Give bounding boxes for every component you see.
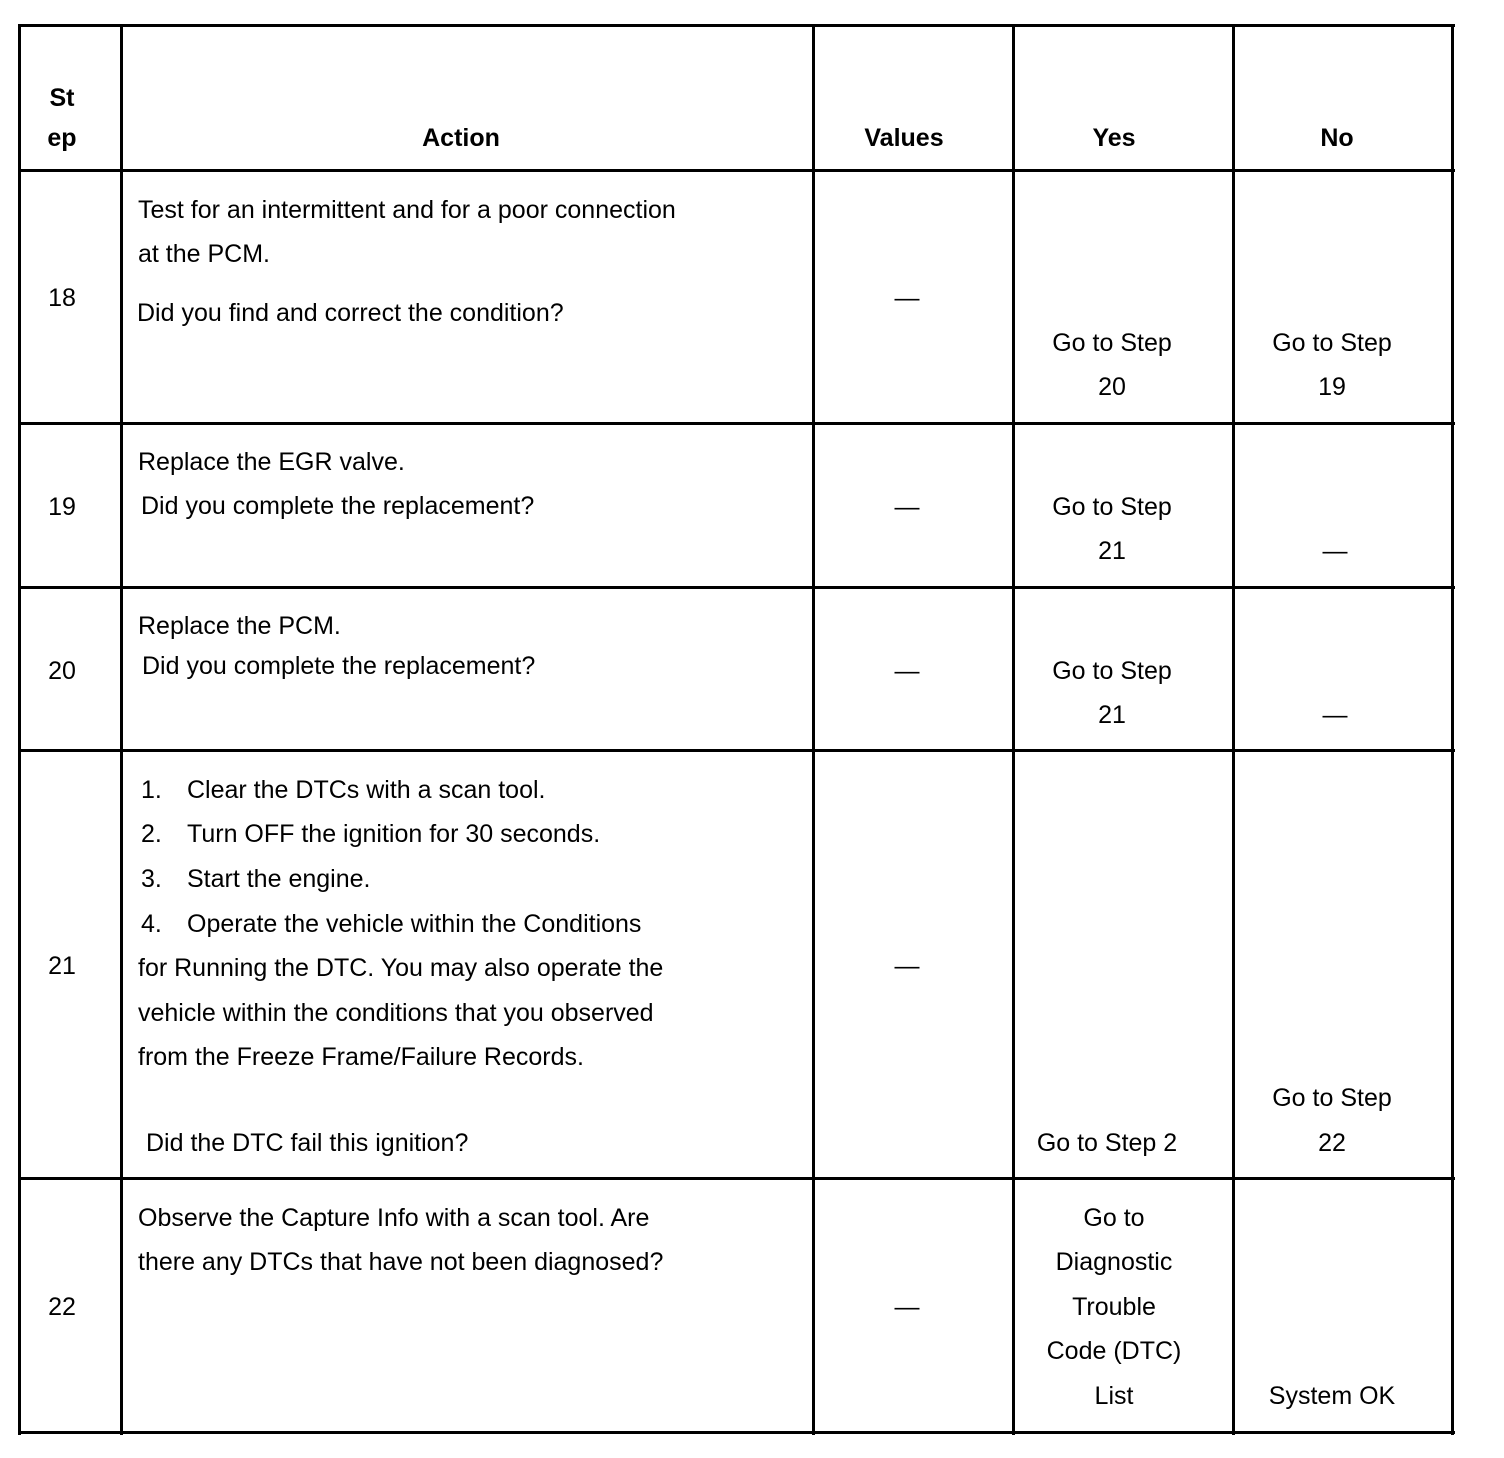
border-right <box>1451 24 1454 1435</box>
list-item: Turn OFF the ignition for 30 seconds. <box>187 820 601 848</box>
divider-action-values <box>812 24 815 1435</box>
list-number: 4. <box>141 910 162 938</box>
divider-values-yes <box>1012 24 1015 1435</box>
step-number: 21 <box>48 952 76 980</box>
no-cell: 19 <box>1318 373 1346 401</box>
yes-cell: 20 <box>1098 373 1126 401</box>
step-number: 19 <box>48 493 76 521</box>
row-divider-21 <box>18 1177 1455 1180</box>
yes-cell: Trouble <box>1072 1293 1156 1321</box>
action-text: for Running the DTC. You may also operate the <box>138 954 664 982</box>
value-cell: — <box>894 284 920 312</box>
step-number: 20 <box>48 657 76 685</box>
no-cell: 22 <box>1318 1129 1346 1157</box>
value-cell: — <box>894 1293 920 1321</box>
action-question: Did you complete the replacement? <box>142 652 536 680</box>
action-text: vehicle within the conditions that you observed <box>138 999 654 1027</box>
no-cell: Go to Step <box>1272 1084 1392 1112</box>
header-action: Action <box>422 124 500 152</box>
value-cell: — <box>894 657 920 685</box>
divider-step-action <box>120 24 123 1435</box>
no-cell: Go to Step <box>1272 329 1392 357</box>
no-cell: — <box>1322 537 1348 565</box>
step-number: 18 <box>48 284 76 312</box>
action-text: there any DTCs that have not been diagnosed? <box>138 1248 664 1276</box>
action-question: Did the DTC fail this ignition? <box>146 1129 469 1157</box>
no-cell: — <box>1322 701 1348 729</box>
list-item: Clear the DTCs with a scan tool. <box>187 776 546 804</box>
border-left <box>18 24 21 1435</box>
yes-cell: Diagnostic <box>1055 1248 1173 1276</box>
yes-cell: Go to Step <box>1052 329 1172 357</box>
header-step-line1: St <box>49 84 75 112</box>
yes-cell: List <box>1094 1382 1134 1410</box>
list-number: 1. <box>141 776 162 804</box>
action-text: Replace the PCM. <box>138 612 341 640</box>
row-divider-18 <box>18 422 1455 425</box>
value-cell: — <box>894 952 920 980</box>
yes-cell: Code (DTC) <box>1046 1337 1182 1365</box>
value-cell: — <box>894 493 920 521</box>
border-top <box>18 24 1455 27</box>
action-text: from the Freeze Frame/Failure Records. <box>138 1043 584 1071</box>
header-values: Values <box>864 124 944 152</box>
action-question: Did you complete the replacement? <box>141 492 535 520</box>
border-bottom <box>18 1431 1455 1434</box>
action-text: Test for an intermittent and for a poor connection <box>138 196 676 224</box>
yes-cell: Go to Step <box>1052 657 1172 685</box>
no-cell: System OK <box>1268 1382 1396 1410</box>
yes-cell: Go to Step 2 <box>1036 1129 1178 1157</box>
header-step-line2: ep <box>47 124 77 152</box>
header-divider <box>18 169 1455 172</box>
action-text: Replace the EGR valve. <box>138 448 405 476</box>
yes-cell: 21 <box>1098 537 1126 565</box>
step-number: 22 <box>48 1293 76 1321</box>
row-divider-19 <box>18 586 1455 589</box>
list-item: Operate the vehicle within the Conditions <box>187 910 642 938</box>
header-no: No <box>1320 124 1354 152</box>
header-yes: Yes <box>1092 124 1136 152</box>
list-number: 3. <box>141 865 162 893</box>
action-text: Observe the Capture Info with a scan tool. Are <box>138 1204 650 1232</box>
list-number: 2. <box>141 820 162 848</box>
divider-yes-no <box>1232 24 1235 1435</box>
row-divider-20 <box>18 749 1455 752</box>
action-question: Did you find and correct the condition? <box>137 299 564 327</box>
yes-cell: Go to <box>1083 1204 1145 1232</box>
list-item: Start the engine. <box>187 865 371 893</box>
yes-cell: Go to Step <box>1052 493 1172 521</box>
action-text: at the PCM. <box>138 240 270 268</box>
yes-cell: 21 <box>1098 701 1126 729</box>
